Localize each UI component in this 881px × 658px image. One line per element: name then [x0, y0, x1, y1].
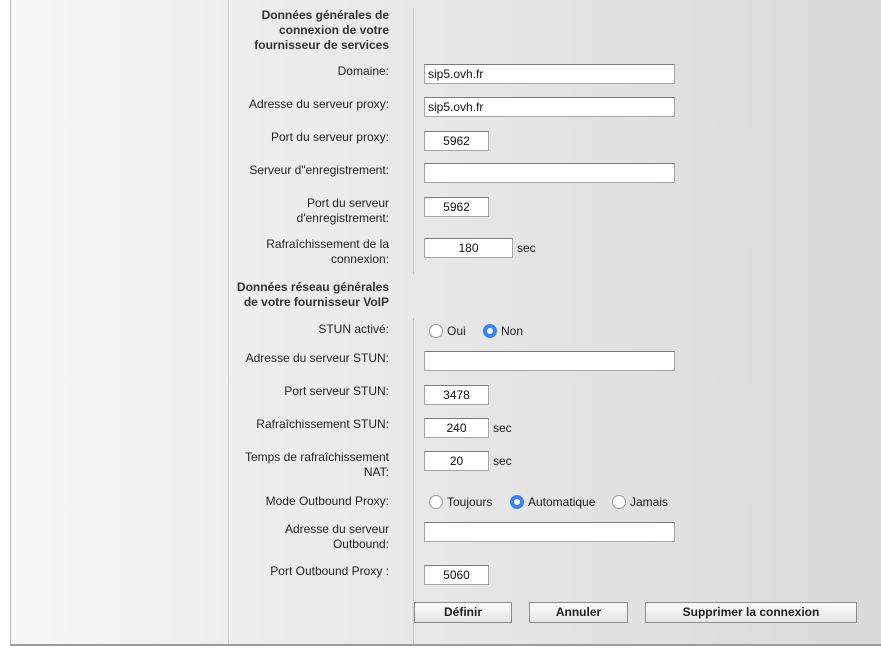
outbound-mode-label: Mode Outbound Proxy: [265, 494, 389, 508]
proxy-port-input[interactable] [424, 131, 489, 151]
settings-panel [10, 0, 881, 646]
nat-input[interactable] [424, 451, 489, 471]
stun-port-input[interactable] [424, 385, 489, 405]
nat-label: Temps de rafraîchissement NAT: [244, 450, 389, 479]
define-button[interactable]: Définir [414, 602, 512, 623]
stun-non-label: Non [501, 324, 524, 338]
outbound-toujours-label: Toujours [447, 495, 493, 509]
cancel-button[interactable]: Annuler [529, 602, 628, 623]
outbound-automatique-radio[interactable] [510, 495, 524, 509]
proxy-input[interactable] [424, 97, 675, 117]
outbound-port-input[interactable] [424, 565, 489, 585]
outbound-jamais-radio[interactable] [612, 495, 626, 509]
stun-refresh-unit: sec [493, 421, 512, 435]
stun-label: STUN activé: [318, 322, 389, 336]
outbound-port-label: Port Outbound Proxy : [270, 564, 389, 578]
domain-input[interactable] [424, 64, 675, 84]
outbound-server-input[interactable] [424, 522, 675, 542]
stun-non-radio[interactable] [483, 324, 497, 338]
stun-refresh-label: Rafraîchissement STUN: [256, 417, 389, 431]
outbound-jamais-label: Jamais [630, 495, 669, 509]
stun-oui-radio[interactable] [429, 324, 443, 338]
stun-refresh-input[interactable] [424, 418, 489, 438]
stun-port-label: Port serveur STUN: [284, 384, 389, 398]
registrar-port-label: Port du serveur d'enregistrement: [296, 196, 389, 225]
outbound-automatique-label: Automatique [528, 495, 596, 509]
stun-server-label: Adresse du serveur STUN: [245, 351, 389, 365]
outbound-toujours-radio[interactable] [429, 495, 443, 509]
registrar-label: Serveur d"enregistrement: [249, 163, 389, 177]
refresh-unit: sec [517, 241, 536, 255]
delete-connection-button[interactable]: Supprimer la connexion [645, 602, 857, 623]
proxy-port-label: Port du serveur proxy: [270, 130, 389, 144]
nat-unit: sec [493, 454, 512, 468]
refresh-input[interactable] [424, 238, 513, 258]
outbound-server-label: Adresse du serveur Outbound: [284, 522, 389, 551]
refresh-label: Rafraîchissement de la connexion: [266, 237, 389, 266]
column-separator [413, 8, 414, 274]
stun-oui-label: Oui [447, 324, 466, 338]
proxy-label: Adresse du serveur proxy: [248, 97, 389, 111]
stun-server-input[interactable] [424, 351, 675, 371]
column-separator [413, 318, 414, 644]
registrar-port-input[interactable] [424, 197, 489, 217]
domain-label: Domaine: [337, 64, 389, 78]
provider-section-title: Données générales de connexion de votre fournisseur de services [254, 8, 389, 52]
voip-section-title: Données réseau générales de votre fournisseur VoIP [236, 280, 389, 309]
registrar-input[interactable] [424, 163, 675, 183]
